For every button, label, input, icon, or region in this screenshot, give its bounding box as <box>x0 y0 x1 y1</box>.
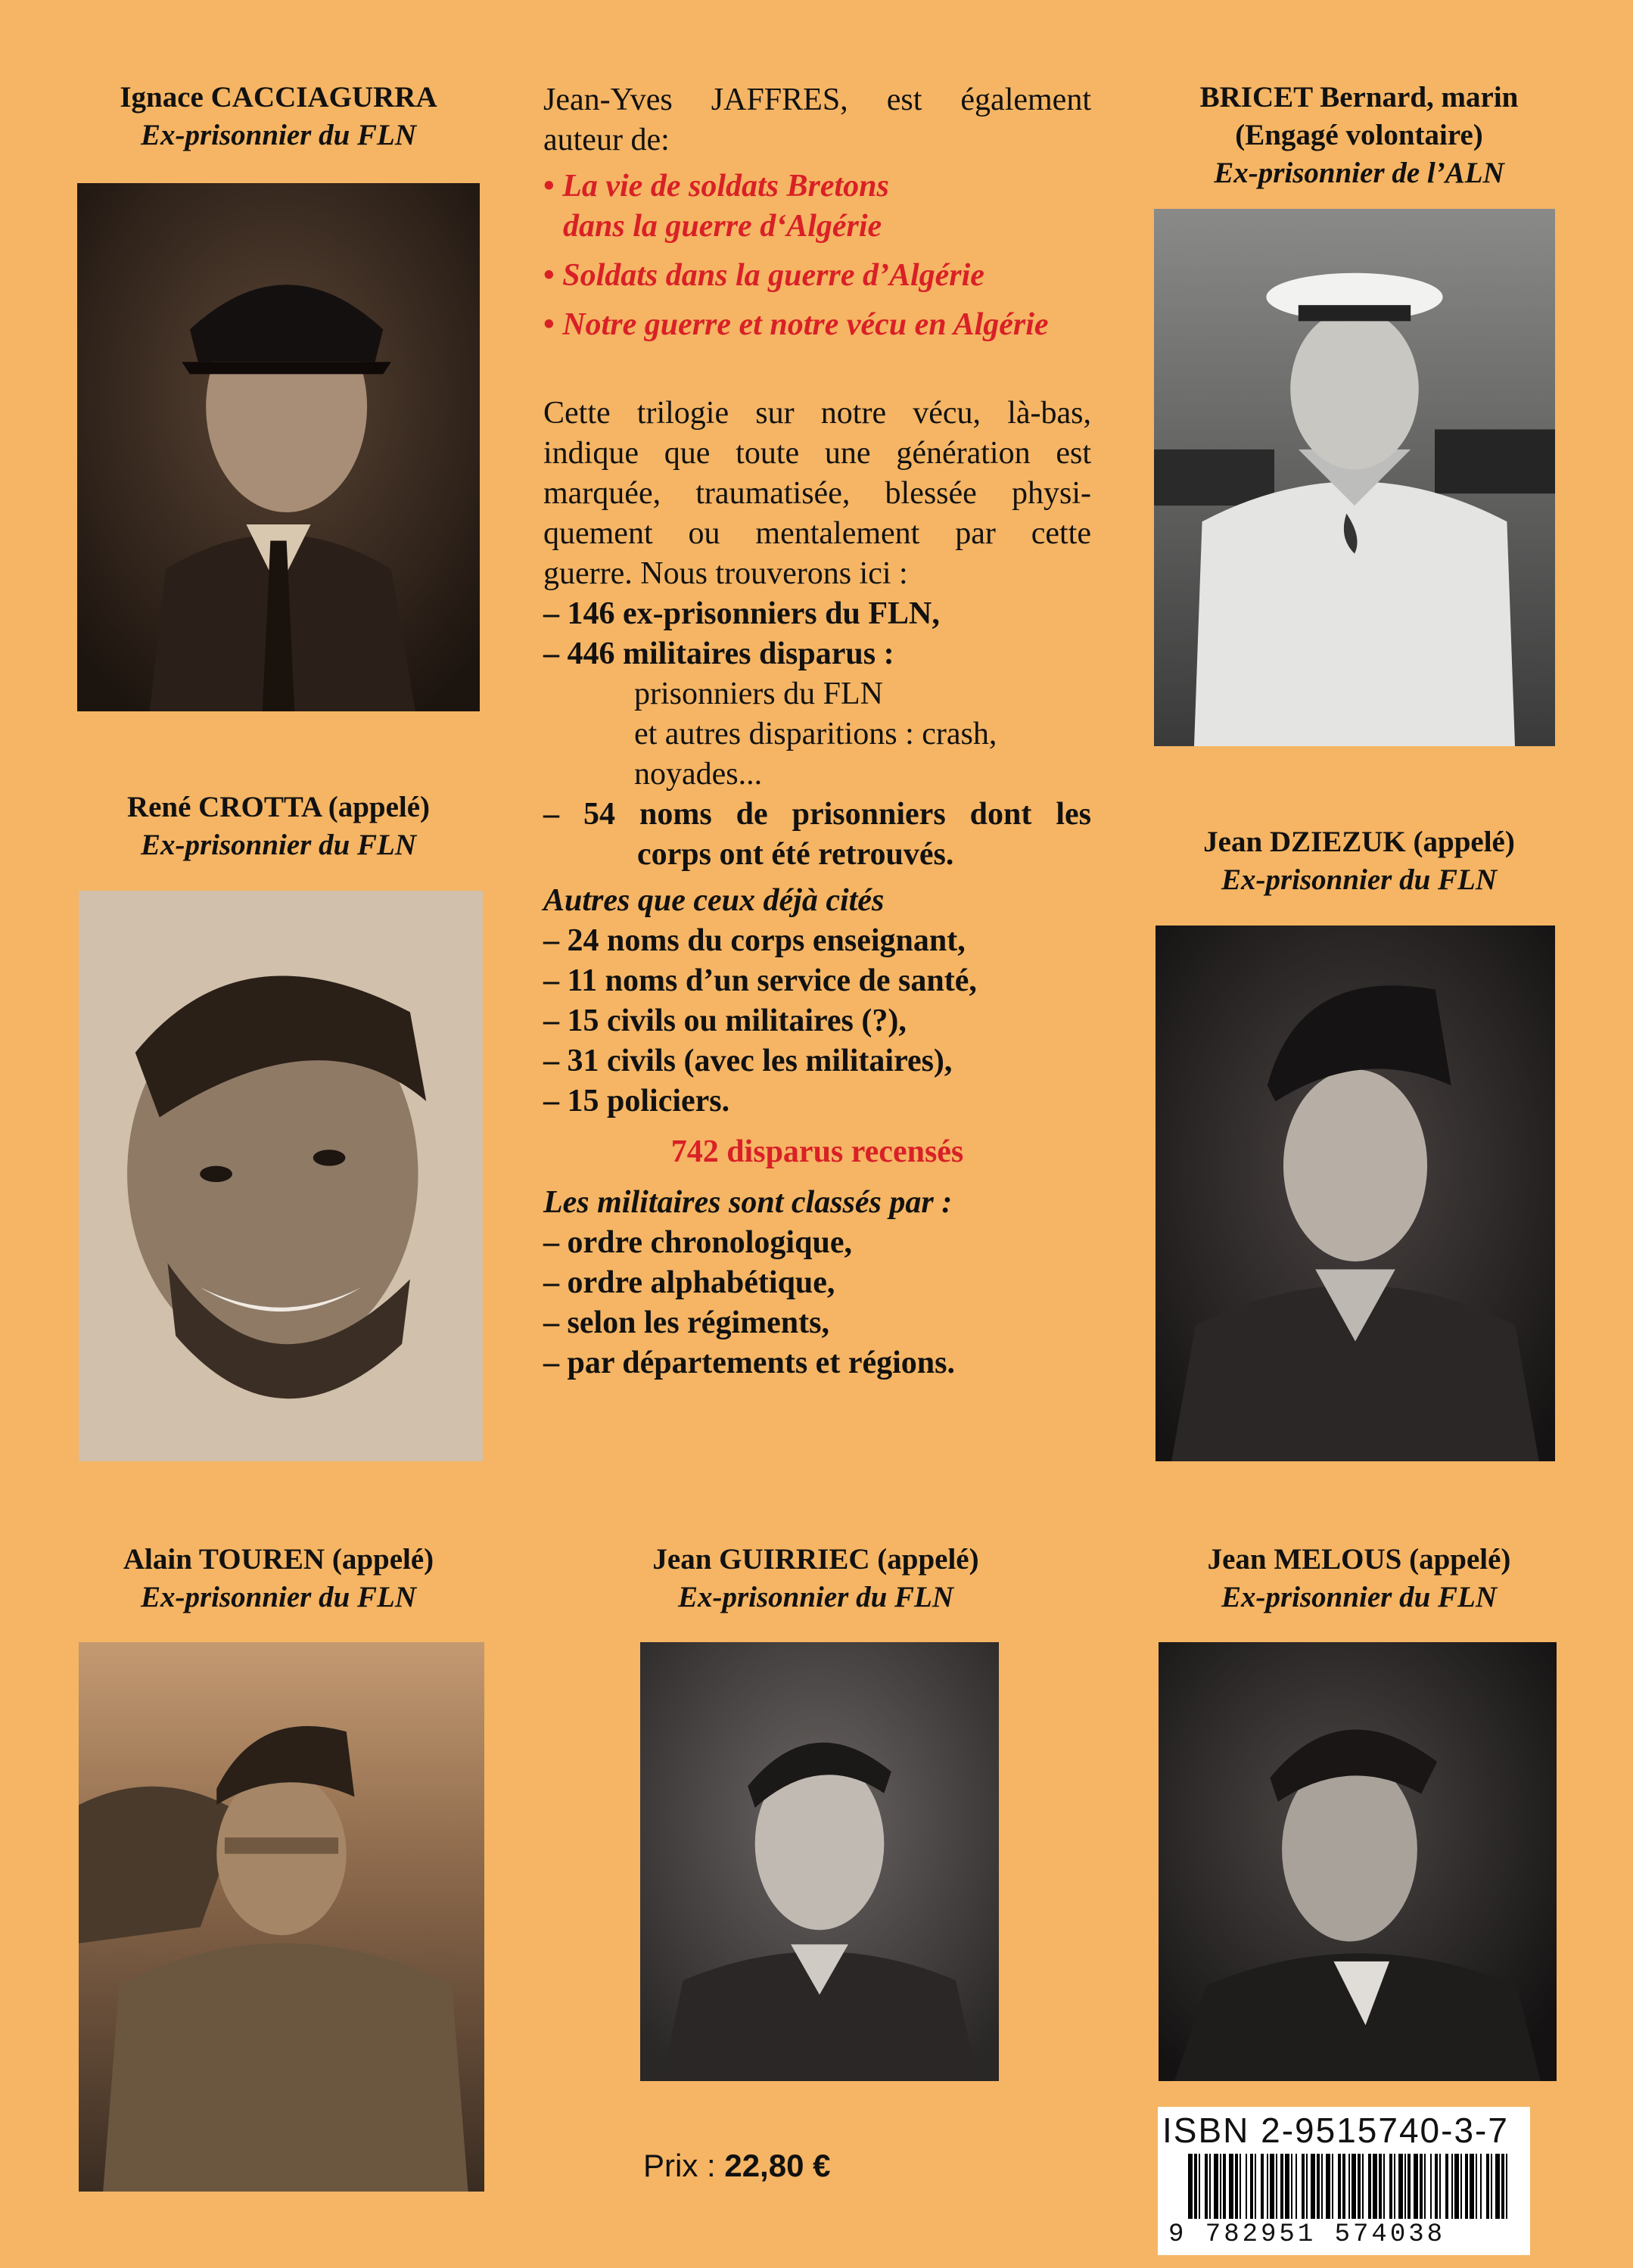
barcode-bar <box>1223 2154 1226 2219</box>
book-title-cont: dans la guerre d‘Algérie <box>563 209 882 244</box>
paragraph-line: Cette trilogie sur notre vécu, là-bas, <box>543 396 1091 431</box>
barcode-bar <box>1439 2154 1441 2219</box>
barcode-bar <box>1270 2154 1274 2219</box>
intro-line: auteur de: <box>543 123 670 157</box>
stat-detail: noyades... <box>634 757 763 792</box>
portrait-name: Ignace CACCIAGURRA <box>120 81 437 114</box>
barcode-bar <box>1476 2154 1477 2219</box>
barcode-bar <box>1194 2154 1197 2219</box>
total-missing: 742 disparus recensés <box>670 1134 964 1169</box>
others-item: – 24 noms du corps enseignant, <box>543 923 966 958</box>
others-item: – 15 civils ou militaires (?), <box>543 1003 907 1038</box>
portrait-name: René CROTTA (appelé) <box>126 791 431 823</box>
classed-heading: Les militaires sont classés par : <box>543 1185 953 1220</box>
isbn-number: ISBN 2-9515740-3-7 <box>1162 2111 1509 2150</box>
book-title: La vie de soldats Bretons <box>562 169 889 204</box>
barcode-bar <box>1296 2154 1297 2219</box>
barcode-bar <box>1368 2154 1371 2219</box>
photo-guirriec <box>640 1642 999 2081</box>
portrait-status: Ex-prisonnier du FLN <box>1221 863 1498 896</box>
stat-line: – 146 ex-prisonniers du FLN, <box>543 596 940 631</box>
barcode-bar <box>1306 2154 1308 2219</box>
classed-item: – ordre alphabétique, <box>543 1265 835 1300</box>
photo-bricet <box>1154 209 1555 746</box>
barcode-bar <box>1240 2154 1241 2219</box>
barcode-bar <box>1250 2154 1253 2219</box>
barcode-bar <box>1501 2154 1504 2219</box>
barcode-bar <box>1394 2154 1395 2219</box>
ean-number: 9 782951 574038 <box>1168 2220 1446 2249</box>
barcode-box <box>1158 2107 1530 2255</box>
portrait-name: Jean MELOUS (appelé) <box>1207 1543 1511 1576</box>
barcode-bar <box>1188 2154 1193 2219</box>
other-books-list <box>543 166 1091 345</box>
portrait-status: Ex-prisonnier du FLN <box>140 829 417 861</box>
barcode-bar <box>1317 2154 1320 2219</box>
barcode-bar <box>1491 2154 1492 2219</box>
paragraph-line: marquée, traumatisée, blessée physi- <box>543 476 1091 511</box>
other-book-item <box>543 166 1091 247</box>
photo-touren <box>79 1642 484 2192</box>
classed-item: – selon les régiments, <box>543 1305 829 1340</box>
barcode-bar <box>1379 2154 1382 2219</box>
barcode-bar <box>1435 2154 1438 2219</box>
intro-line: Jean-Yves JAFFRES, est également <box>543 82 1091 117</box>
others-item: – 11 noms d’un service de santé, <box>543 963 977 998</box>
barcode-bar <box>1276 2154 1277 2219</box>
barcode-bar <box>1398 2154 1403 2219</box>
barcode-bar <box>1445 2154 1448 2219</box>
barcode-bar <box>1261 2154 1264 2219</box>
barcode-bar <box>1321 2154 1323 2219</box>
caption-dziezuk <box>1135 823 1583 899</box>
barcode-bar <box>1348 2154 1350 2219</box>
barcode-bar <box>1424 2154 1426 2219</box>
book-title: Soldats dans la guerre d’Algérie <box>562 258 984 293</box>
barcode-bar <box>1362 2154 1364 2219</box>
barcode-bar <box>1470 2154 1474 2219</box>
barcode-bar <box>1280 2154 1283 2219</box>
barcode-bar <box>1352 2154 1356 2219</box>
barcode-bar <box>1311 2154 1315 2219</box>
caption-bricet <box>1135 79 1583 192</box>
book-title: Notre guerre et notre vécu en Algérie <box>562 307 1049 342</box>
portrait-status: Ex-prisonnier du FLN <box>677 1581 954 1613</box>
portrait-name: BRICET Bernard, marin <box>1199 81 1519 114</box>
barcode-bar <box>1454 2154 1459 2219</box>
barcode-bar <box>1383 2154 1385 2219</box>
barcode-bar <box>1480 2154 1482 2219</box>
barcode-bar <box>1342 2154 1345 2219</box>
caption-touren <box>54 1541 502 1616</box>
bullet-icon: • <box>543 169 555 204</box>
barcode-bar <box>1495 2154 1500 2219</box>
barcode-bar <box>1338 2154 1341 2219</box>
barcode-bar <box>1209 2154 1211 2219</box>
bullet-icon: • <box>543 307 555 342</box>
others-item: – 15 policiers. <box>543 1084 730 1118</box>
others-heading: Autres que ceux déjà cités <box>543 883 885 918</box>
paragraph-line: indique que toute une génération est <box>543 436 1091 471</box>
paragraph-line: guerre. Nous trouverons ici : <box>543 556 908 591</box>
barcode-bar <box>1220 2154 1221 2219</box>
photo-melous <box>1159 1642 1557 2081</box>
book-description <box>543 80 1091 1383</box>
portrait-status: Ex-prisonnier du FLN <box>140 119 417 151</box>
caption-guirriec <box>592 1541 1040 1616</box>
caption-crotta <box>54 789 502 864</box>
price-value: 22,80 € <box>724 2148 831 2183</box>
price <box>643 2148 830 2184</box>
barcode-bar <box>1205 2154 1208 2219</box>
barcode-bar <box>1214 2154 1218 2219</box>
photo-cacciagurra <box>77 183 480 711</box>
portrait-name: Alain TOUREN (appelé) <box>123 1543 434 1576</box>
barcode-bar <box>1285 2154 1289 2219</box>
barcode-bar <box>1430 2154 1432 2219</box>
stat-line: – 446 militaires disparus : <box>543 636 894 671</box>
price-label: Prix : <box>643 2148 716 2183</box>
barcode-bar <box>1326 2154 1330 2219</box>
barcode-bar <box>1235 2154 1238 2219</box>
portrait-name: Jean GUIRRIEC (appelé) <box>652 1543 979 1576</box>
caption-melous <box>1135 1541 1583 1616</box>
portrait-status: Ex-prisonnier du FLN <box>140 1581 417 1613</box>
stat-detail: prisonniers du FLN <box>634 677 883 711</box>
portrait-name: Jean DZIEZUK (appelé) <box>1203 826 1515 858</box>
barcode-bar <box>1407 2154 1411 2219</box>
barcode-icon <box>1188 2154 1513 2219</box>
barcode-bar <box>1267 2154 1268 2219</box>
other-book-item <box>543 256 1091 296</box>
bullet-icon: • <box>543 258 555 293</box>
barcode-bar <box>1291 2154 1292 2219</box>
barcode-bar <box>1358 2154 1361 2219</box>
barcode-bar <box>1199 2154 1200 2219</box>
barcode-bar <box>1460 2154 1462 2219</box>
stat-line: – 54 noms de prisonniers dont les <box>543 797 1091 832</box>
stat-line-cont: corps ont été retrouvés. <box>637 837 954 872</box>
barcode-bar <box>1414 2154 1418 2219</box>
others-item: – 31 civils (avec les militaires), <box>543 1044 953 1078</box>
photo-dziezuk <box>1156 926 1555 1461</box>
barcode-bar <box>1332 2154 1333 2219</box>
stat-detail: et autres disparitions : crash, <box>634 717 997 751</box>
barcode-bar <box>1389 2154 1392 2219</box>
portrait-status: Ex-prisonnier du FLN <box>1221 1581 1498 1613</box>
portrait-status: Ex-prisonnier de l’ALN <box>1214 157 1504 189</box>
barcode-bar <box>1404 2154 1406 2219</box>
barcode-bar <box>1486 2154 1489 2219</box>
barcode-bar <box>1373 2154 1377 2219</box>
photo-crotta <box>79 891 483 1461</box>
barcode-bar <box>1229 2154 1233 2219</box>
caption-cacciagurra <box>54 79 502 154</box>
paragraph-line: quement ou mentalement par cette <box>543 516 1091 551</box>
barcode-bar <box>1255 2154 1256 2219</box>
barcode-bar <box>1465 2154 1468 2219</box>
other-book-item <box>543 305 1091 345</box>
barcode-bar <box>1420 2154 1423 2219</box>
portrait-note: (Engagé volontaire) <box>1235 119 1483 151</box>
classed-item: – ordre chronologique, <box>543 1225 852 1260</box>
barcode-bar <box>1506 2154 1507 2219</box>
classed-item: – par départements et régions. <box>543 1346 955 1380</box>
barcode-bar <box>1246 2154 1247 2219</box>
barcode-bar <box>1451 2154 1453 2219</box>
barcode-bar <box>1302 2154 1305 2219</box>
